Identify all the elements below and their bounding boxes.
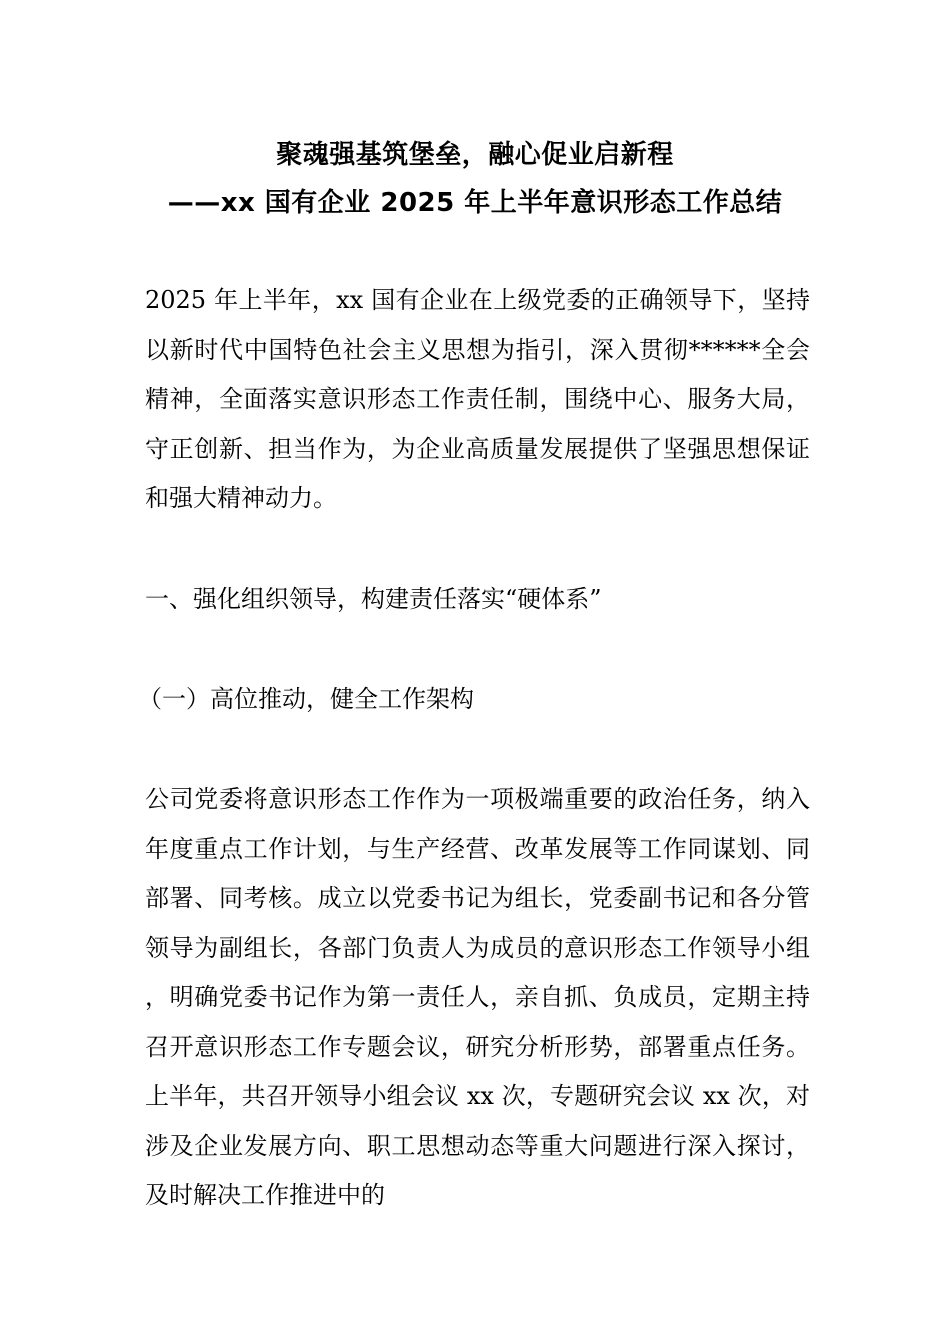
title-main: 聚魂强基筑堡垒，融心促业启新程	[276, 140, 674, 170]
intro-paragraph: 2025 年上半年，xx 国有企业在上级党委的正确领导下，坚持以新时代中国特色社会主义思想为指引，深入贯彻******全会精神，全面落实意识形态工作责任制，围绕中心、服务大局，守正创新、担当作为，为企业高质量发展提供了坚强思想保证和强大精神动力。	[145, 286, 810, 512]
document-title	[0, 131, 950, 227]
section-heading-1: 一、强化组织领导，构建责任落实“硬体系”	[145, 585, 602, 613]
body-paragraph-1: 公司党委将意识形态工作作为一项极端重要的政治任务，纳入年度重点工作计划，与生产经营、改革发展等工作同谋划、同部署、同考核。成立以党委书记为组长，党委副书记和各分管领导为副组长，各部门负责人为成员的意识形态工作领导小组，明确党委书记作为第一责任人，亲自抓、负成员，定期主持召开意识形态工作专题会议，研究分析形势，部署重点任务。上半年，共召开领导小组会议 xx 次，专题研究会议 xx 次，对涉及企业发展方向、职工思想动态等重大问题进行深入探讨，及时解决工作推进中的	[145, 785, 810, 1209]
title-subtitle: ——xx 国有企业 2025 年上半年意识形态工作总结	[167, 188, 783, 218]
subsection-heading-1: （一）高位推动，健全工作架构	[138, 685, 474, 713]
